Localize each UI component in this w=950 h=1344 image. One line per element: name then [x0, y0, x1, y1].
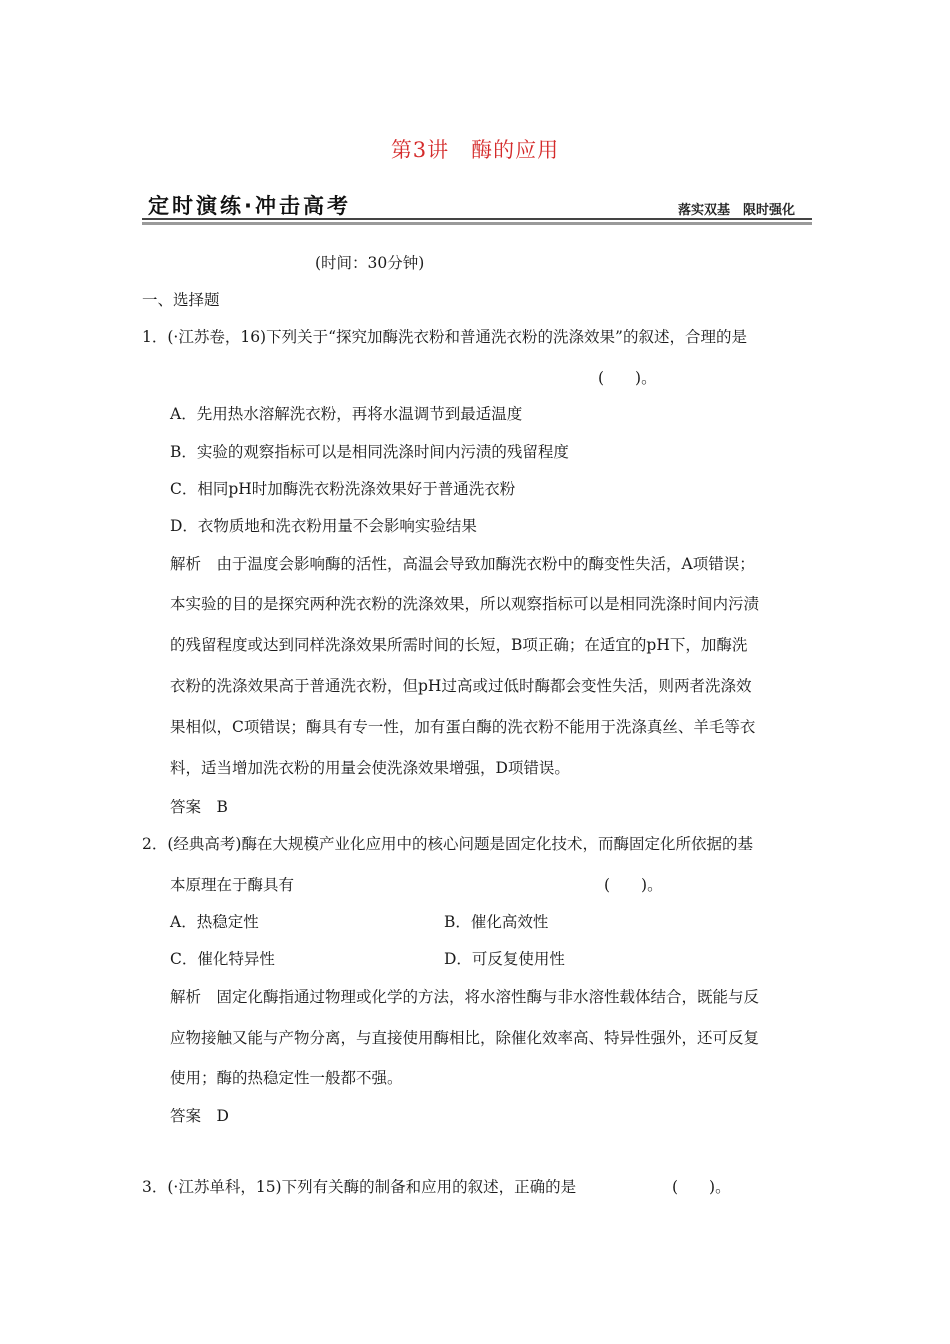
q2-option-b: B．催化高效性 [444, 913, 549, 931]
q1-stem: 1．(·江苏卷，16)下列关于“探究加酶洗衣粉和普通洗衣粉的洗涤效果”的叙述，合理的是 [142, 328, 747, 346]
banner-rule-gray [142, 222, 812, 225]
q2-option-c: C．催化特异性 [170, 950, 275, 968]
q2-option-a: A．热稳定性 [170, 913, 259, 931]
q1-analysis-line: 料，适当增加洗衣粉的用量会使洗涤效果增强，D项错误。 [170, 759, 570, 777]
q2-option-d: D．可反复使用性 [444, 950, 565, 968]
q1-option-d: D．衣物质地和洗衣粉用量不会影响实验结果 [170, 517, 477, 535]
q2-analysis-line: 使用；酶的热稳定性一般都不强。 [170, 1069, 403, 1087]
page-title: 第3讲 酶的应用 [390, 138, 560, 162]
q1-answer: 答案 B [170, 798, 228, 816]
section-heading: 一、选择题 [142, 291, 220, 309]
q2-answer: 答案 D [170, 1107, 229, 1125]
q1-analysis-line: 的残留程度或达到同样洗涤效果所需时间的长短，B项正确；在适宜的pH下，加酶洗 [170, 636, 748, 654]
banner-subheading: 落实双基 限时强化 [678, 203, 796, 218]
q1-analysis-line: 本实验的目的是探究两种洗衣粉的洗涤效果，所以观察指标可以是相同洗涤时间内污渍 [170, 595, 760, 613]
q2-blank: ( )。 [604, 876, 663, 894]
q2-stem-line2: 本原理在于酶具有 [170, 876, 295, 894]
q1-analysis-line: 解析 由于温度会影响酶的活性，高温会导致加酶洗衣粉中的酶变性失活，A项错误； [170, 555, 755, 573]
q2-analysis-line: 应物接触又能与产物分离，与直接使用酶相比，除催化效率高、特异性强外，还可反复 [170, 1029, 760, 1047]
q2-stem: 2．(经典高考)酶在大规模产业化应用中的核心问题是固定化技术，而酶固定化所依据的基 [142, 835, 753, 853]
q1-option-a: A．先用热水溶解洗衣粉，再将水温调节到最适温度 [170, 405, 523, 423]
q3-blank: ( )。 [672, 1178, 731, 1196]
banner-rule-dark [142, 218, 812, 220]
q1-analysis-line: 衣粉的洗涤效果高于普通洗衣粉，但pH过高或过低时酶都会变性失活，则两者洗涤效 [170, 677, 752, 695]
q1-analysis-line: 果相似，C项错误；酶具有专一性，加有蛋白酶的洗衣粉不能用于洗涤真丝、羊毛等衣 [170, 718, 756, 736]
q3-stem: 3．(·江苏单科，15)下列有关酶的制备和应用的叙述，正确的是 [142, 1178, 577, 1196]
q2-analysis-line: 解析 固定化酶指通过物理或化学的方法，将水溶性酶与非水溶性载体结合，既能与反 [170, 988, 760, 1006]
q1-option-c: C．相同pH时加酶洗衣粉洗涤效果好于普通洗衣粉 [170, 480, 516, 498]
time-note: (时间：30分钟) [315, 254, 425, 272]
q1-option-b: B．实验的观察指标可以是相同洗涤时间内污渍的残留程度 [170, 443, 569, 461]
banner-heading: 定时演练·冲击高考 [148, 194, 351, 218]
q1-blank: ( )。 [598, 369, 657, 387]
